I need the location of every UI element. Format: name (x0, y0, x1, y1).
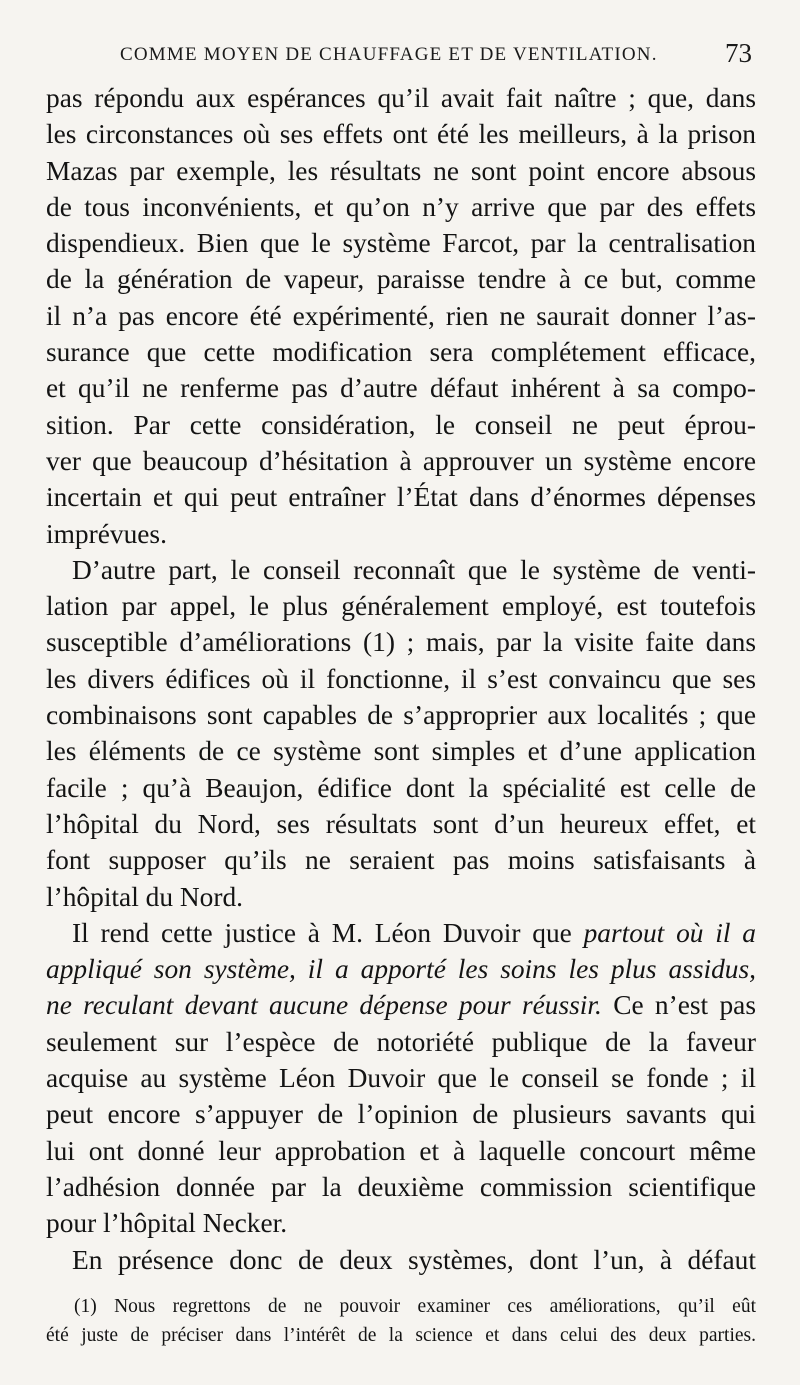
footnote (46, 1292, 756, 1350)
paragraph-2 (46, 552, 756, 915)
text-line: dispendieux. Bien que le système Farcot, par la centralisation (46, 228, 756, 259)
page-number: 73 (725, 38, 752, 68)
text-line (46, 915, 756, 951)
text-line (46, 951, 756, 987)
text-line: seulement sur l’espèce de notoriété publique de la faveur (46, 1026, 756, 1057)
text-line: incertain et qui peut entraîner l’État dans d’énormes dépenses (46, 482, 756, 513)
text-italic: ne reculant devant aucune dépense pour réussir. (46, 990, 602, 1021)
text-line: ver que beaucoup d’hésitation à approuver un système encore (46, 445, 756, 476)
footnote-line: été juste de préciser dans l’intérêt de la science et dans celui des deux parties. (46, 1325, 756, 1346)
footnote-line: (1) Nous regrettons de ne pouvoir examiner ces améliorations, qu’il eût (74, 1296, 756, 1317)
page-header (120, 36, 760, 70)
text-line: les divers édifices où il fonctionne, il s’est convaincu que ses (46, 663, 756, 694)
text-line: imprévues. (46, 518, 167, 549)
text-roman: Ce n’est pas (613, 990, 756, 1021)
text-line: de la génération de vapeur, paraisse tendre à ce but, comme (46, 264, 756, 295)
text-line: l’hôpital du Nord, ses résultats sont d’un heureux effet, et (46, 808, 756, 839)
text-line: facile ; qu’à Beaujon, édifice dont la spécialité est celle de (46, 772, 756, 803)
text-line: l’adhésion donnée par la deuxième commission scientifique (46, 1171, 756, 1202)
text-line: de tous inconvénients, et qu’on n’y arrive que par des effets (46, 191, 756, 222)
text-line: acquise au système Léon Duvoir que le conseil se fonde ; il (46, 1063, 756, 1094)
text-line: les circonstances où ses effets ont été les meilleurs, à la prison (46, 119, 756, 150)
text-line: font supposer qu’ils ne seraient pas moins satisfaisants à (46, 845, 756, 876)
paragraph-3 (46, 915, 756, 1242)
text-line (46, 987, 756, 1023)
paragraph-4 (46, 1242, 756, 1278)
text-line: les éléments de ce système sont simples et d’une application (46, 736, 756, 767)
body-text (46, 80, 756, 1278)
text-line: et qu’il ne renferme pas d’autre défaut inhérent à sa compo- (46, 373, 756, 404)
text-line: Mazas par exemple, les résultats ne sont point encore absous (46, 155, 756, 186)
text-line: peut encore s’appuyer de l’opinion de plusieurs savants qui (46, 1099, 756, 1130)
paragraph-1 (46, 80, 756, 552)
text-line: pour l’hôpital Necker. (46, 1208, 288, 1239)
text-line: lation par appel, le plus généralement employé, est toutefois (46, 591, 756, 622)
text-line: sition. Par cette considération, le conseil ne peut éprou- (46, 409, 756, 440)
text-italic: appliqué son système, il a apporté les soins les plus assidus, (46, 954, 756, 985)
text-line: pas répondu aux espérances qu’il avait fait naître ; que, dans (46, 83, 756, 113)
text-line: En présence donc de deux systèmes, dont l’un, à défaut (72, 1244, 756, 1275)
running-head: COMME MOYEN DE CHAUFFAGE ET DE VENTILATION. (120, 44, 658, 65)
text-line: l’hôpital du Nord. (46, 881, 244, 912)
text-line: lui ont donné leur approbation et à laquelle concourt même (46, 1135, 756, 1166)
text-line: susceptible d’améliorations (1) ; mais, par la visite faite dans (46, 627, 756, 658)
text-line: il n’a pas encore été expérimenté, rien ne saurait donner l’as- (46, 300, 756, 331)
text-line: surance que cette modification sera complétement efficace, (46, 337, 756, 368)
text-line: D’autre part, le conseil reconnaît que le système de venti- (72, 554, 756, 585)
text-line: combinaisons sont capables de s’approprier aux localités ; que (46, 700, 756, 731)
text-italic: partout où il a (583, 917, 756, 948)
text-roman: Il rend cette justice à M. Léon Duvoir que (72, 917, 572, 948)
